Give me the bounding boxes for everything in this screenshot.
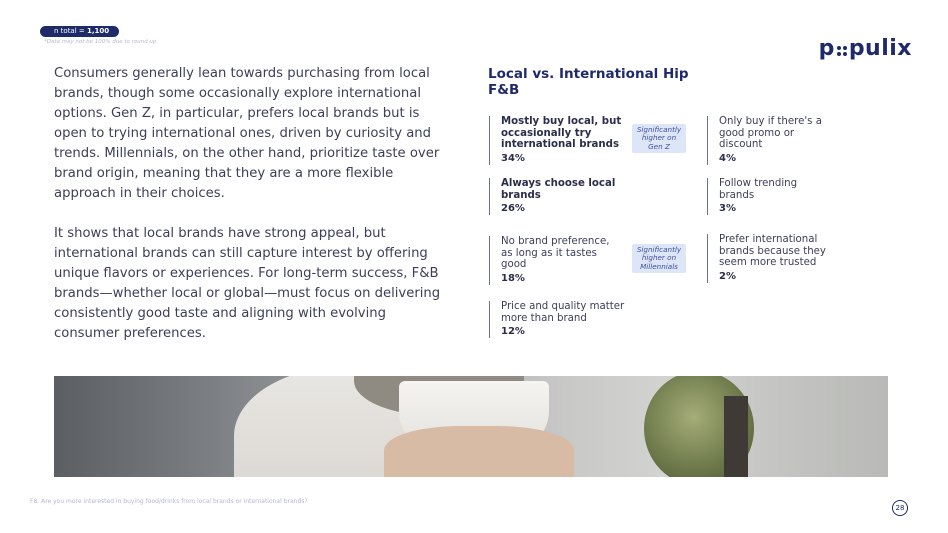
populix-logo (819, 36, 912, 61)
significance-note-millennials: Significantly higher on Millennials (632, 244, 686, 273)
sample-size-label: n total = (54, 27, 87, 35)
stat-value: 3% (719, 203, 736, 214)
stat-mostly-local (489, 116, 629, 165)
stat-follow-trending (707, 178, 833, 215)
rounding-note: *Data may not be 100% due to round up (44, 39, 157, 45)
logo-text-right: pulix (848, 36, 912, 61)
stat-prefer-international (707, 234, 847, 283)
person-holding-cup-image (54, 376, 888, 477)
sample-size-badge (40, 26, 119, 37)
stat-value: 2% (719, 270, 736, 282)
stat-label: Always choose local brands (501, 178, 616, 201)
stat-value: 4% (719, 152, 736, 164)
stat-label: Follow trending brands (719, 178, 798, 201)
stat-label: Price and quality matter more than brand (501, 301, 625, 324)
stat-price-quality (489, 301, 639, 338)
stat-value: 34% (501, 152, 525, 164)
narrative-text (54, 64, 448, 364)
stat-label: Only buy if there's a good promo or discount (719, 116, 822, 150)
sample-size-value: 1,100 (86, 27, 110, 35)
stat-label: No brand preference, as long as it tastes good (501, 236, 610, 270)
stat-label: Mostly buy local, but occasionally try international brands (501, 116, 622, 150)
stat-value: 26% (501, 203, 525, 214)
chart-title: Local vs. International Hip F&B (488, 66, 689, 98)
stat-no-preference (489, 236, 623, 285)
stat-promo-only (707, 116, 833, 165)
stat-label: Prefer international brands because they seem more trusted (719, 234, 826, 268)
stat-value: 18% (501, 272, 525, 284)
narrative-paragraph-1: Consumers generally lean towards purchasing from local brands, though some occasionally explore international options. Gen Z, in particular, prefers local brands but is open to trying international ones, driven by curiosity and trends. Millennials, on the other hand, prioritize taste over brand origin, meaning that they are a more flexible approach in their choices. (54, 66, 440, 201)
narrative-paragraph-2: It shows that local brands have strong appeal, but international brands can still capture interest by offering unique flavors or experiences. For long-term success, F&B brands—whether local or global—must focus on delivering consistently good taste and aligning with evolving consumer preferences. (54, 226, 441, 341)
stat-always-local (489, 178, 629, 215)
grid-dots-icon (837, 46, 847, 56)
page-number: 28 (892, 500, 908, 516)
significance-note-gen-z: Significantly higher on Gen Z (632, 124, 686, 153)
stat-value: 12% (501, 326, 525, 337)
logo-text-left: p (818, 36, 835, 61)
survey-question-footnote: F8. Are you more interested in buying food/drinks from local brands or international brands? (30, 498, 308, 505)
